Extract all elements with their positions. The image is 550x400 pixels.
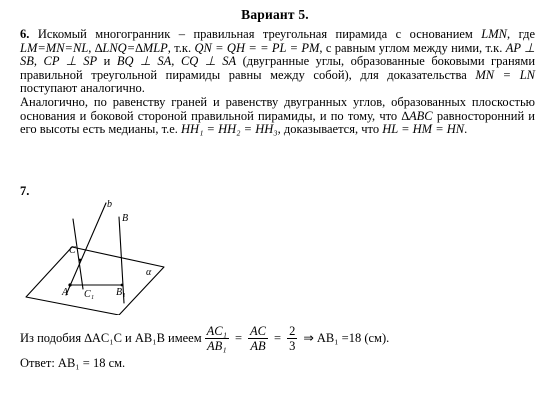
answer-line: Ответ: AB₁ = 18 см.	[20, 356, 126, 370]
p6-text-g: (двугранные углы, образованные боковыми гранями правильной треугольной пирамиды равны между собой), для доказательства	[20, 54, 536, 82]
p6-eq5: BQ ⊥ SA, CQ ⊥ SA	[116, 54, 237, 69]
equals-sign-2: =	[274, 330, 282, 345]
p6-text-c: ,	[88, 40, 95, 55]
label-b1: B₁	[116, 287, 126, 298]
label-b-top: B	[122, 213, 129, 224]
point-b1	[121, 284, 124, 287]
point-c	[79, 259, 82, 262]
label-a: A	[62, 287, 69, 298]
p6-eq3: QN = QH = = PL = PM	[194, 40, 320, 55]
variant-title: Вариант 5.	[241, 7, 309, 22]
p6-text-b: , где	[507, 27, 535, 41]
p6-eq2: ∆LNQ=∆MLP	[94, 40, 168, 55]
label-alpha: α	[146, 267, 152, 278]
implies-arrow: ⇒	[303, 331, 314, 345]
p6-lmn: LMN	[481, 27, 507, 41]
problem-7-number: 7.	[20, 184, 30, 198]
problem-6-number: 6.	[20, 27, 30, 41]
plane-alpha-outline	[26, 247, 164, 315]
fraction-ab1-denominator: AB₁	[206, 338, 227, 353]
p6-eq4: AP ⊥ SB, CP ⊥ SP	[20, 40, 535, 69]
p6-text-i: Аналогично, по равенству граней и равенству двугранных углов, образованных плоскостью основания и боковой стороной правильной пирамиды, и по тому, что	[20, 94, 535, 123]
point-a	[68, 283, 71, 286]
p6-text-a: Искомый многогранник – правильная треугольная пирамида с основанием	[37, 27, 482, 41]
p6-text-e: , с равным углом между ними, т.к.	[319, 40, 506, 55]
p6-text-f: и	[97, 54, 117, 69]
fraction-two-thirds	[287, 324, 297, 353]
fraction-ac-ab	[248, 324, 268, 353]
fraction-ac1-numerator: AC₁	[206, 323, 227, 338]
fraction-two-numerator: 2	[289, 323, 296, 338]
p6-text-l: .	[464, 122, 468, 137]
p6-text-k: , доказывается, что	[277, 122, 383, 137]
p6-eq7: ∆ABC	[401, 108, 433, 123]
label-b: b	[107, 199, 112, 210]
p6-text-j: равносторонний и его высоты есть медианы, т.е.	[20, 108, 535, 137]
eq-result: AB₁ =18 (см).	[316, 330, 390, 345]
p6-eq9: HL = HM = HN	[382, 122, 465, 137]
p6-eq6: MN = LN	[475, 67, 535, 82]
similarity-equation	[20, 318, 389, 358]
equals-sign-1: =	[234, 330, 243, 345]
problem-7-figure	[22, 195, 172, 315]
p6-eq1: LM=MN=NL	[20, 40, 89, 55]
label-c: C	[69, 245, 76, 256]
eq-intro: Из подобия ∆AC₁C и AB₁B имеем	[20, 330, 202, 345]
p6-text-h: поступают аналогично.	[20, 81, 145, 96]
fraction-ab-denominator: AB	[250, 338, 266, 353]
label-c1: C₁	[84, 289, 95, 300]
fraction-ac-numerator: AC	[250, 323, 267, 338]
fraction-three-denominator: 3	[289, 338, 296, 353]
p6-text-d: , т.к.	[167, 40, 195, 55]
fraction-ac1-ab1	[205, 324, 229, 353]
problem-6-text	[20, 28, 535, 137]
p6-eq8: HH₁ = HH₂ = HH₃	[181, 122, 278, 137]
